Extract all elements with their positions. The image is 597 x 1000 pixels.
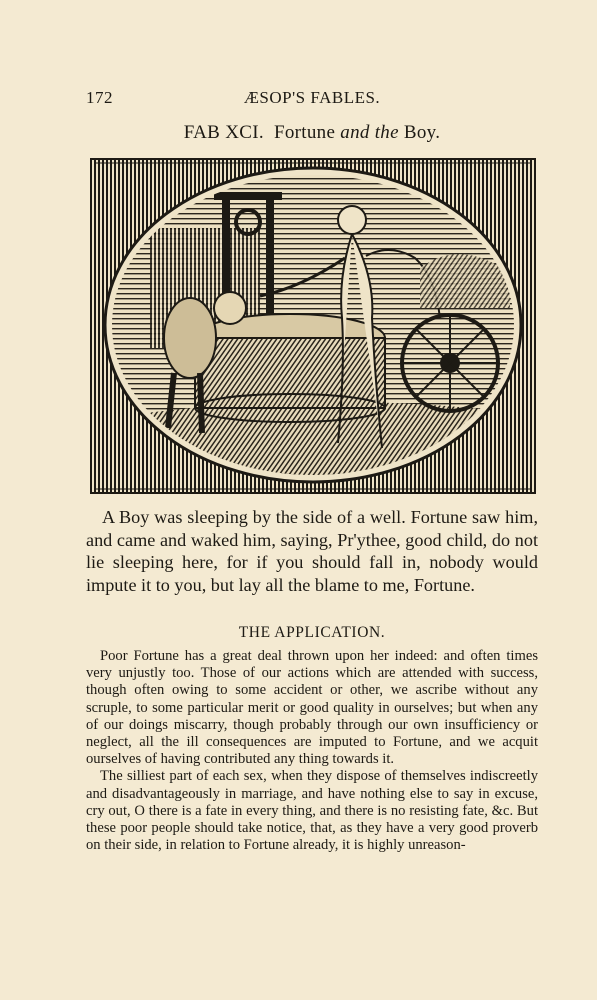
application-paragraph: Poor Fortune has a great deal thrown upon her indeed: and often times very unjustly too. Those of our actions which are attended with success, though often owing to some accident or other, we ascribe without any scruple, to some particular merit or good quality in ourselves; but when any of our doings miscarry, though probably through our own insufficiency or neglect, all the ill consequences are imputed to Fortune, and we acquit ourselves of having contributed any thing towards it. — [86, 648, 538, 768]
page-number: 172 — [86, 88, 113, 107]
application-paragraph: The silliest part of each sex, when they dispose of themselves indiscreetly and disadvantageously in marriage, and have nothing else to say in excuse, cry out, O there is a fate in every thing, and there is no resisting fate, &c. But these poor people should take notice, that, as they have a very good proverb on their side, in relation to Fortune already, it is highly unreason- — [86, 768, 538, 854]
fable-title-italic: and the — [340, 122, 399, 143]
fable-paragraph: A Boy was sleeping by the side of a well. Fortune saw him, and came and waked him, saying, Pr'ythee, good child, do not lie sleeping here, for if you should fall in, nobody would impute it to you, but lay all the blame to me, Fortune. — [86, 507, 538, 595]
application-heading: THE APPLICATION. — [238, 624, 386, 641]
woodcut-illustration — [90, 158, 536, 494]
fable-title-word: Fortune — [273, 122, 336, 143]
fable-title-word: Boy. — [403, 122, 441, 143]
fable-body — [86, 506, 538, 596]
fable-number: FAB XCI. — [183, 122, 264, 143]
fable-title — [86, 122, 538, 144]
page-header — [86, 88, 538, 112]
running-head: ÆSOP'S FABLES. — [243, 88, 381, 107]
application-body — [86, 648, 538, 854]
